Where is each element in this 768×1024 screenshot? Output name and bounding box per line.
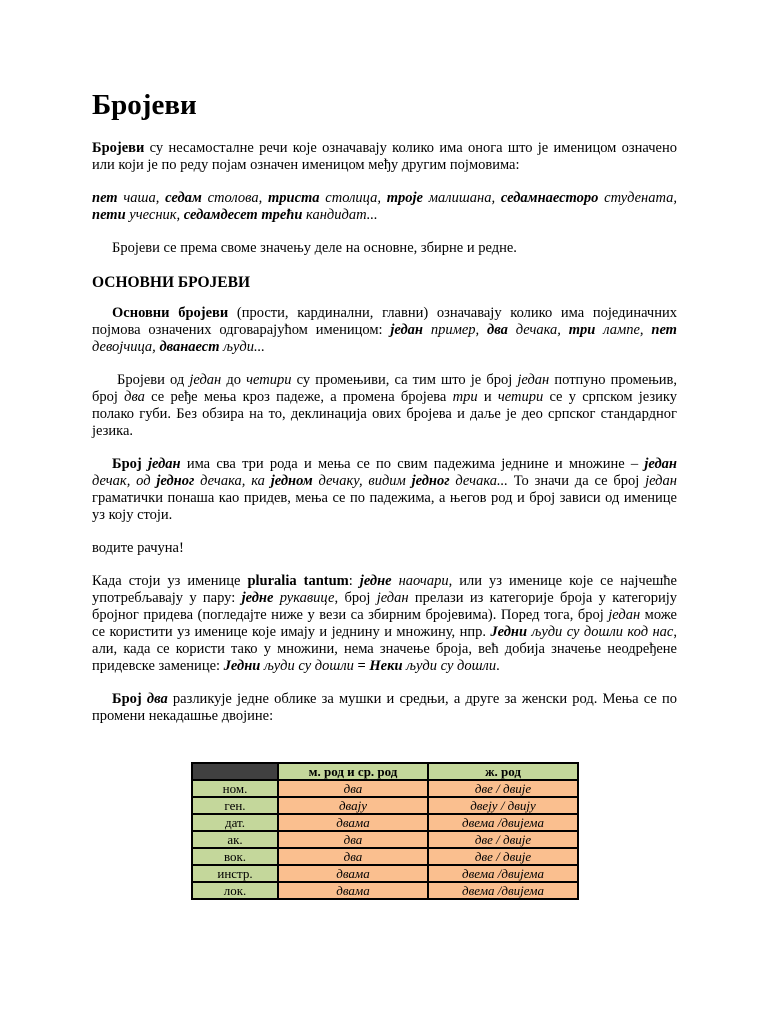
basic-paragraph	[92, 305, 677, 356]
example-text: девојчица,	[92, 339, 160, 355]
text-run: , број	[334, 590, 377, 606]
text-run: дечаку, видим	[312, 473, 412, 489]
division-paragraph: Бројеви се према своме значењу деле на основне, збирне и редне.	[112, 240, 517, 256]
table-row	[192, 780, 578, 797]
masc-form-cell: двама	[278, 865, 428, 882]
masc-form-cell: двама	[278, 814, 428, 831]
masc-form-cell: двама	[278, 882, 428, 899]
pluralia-paragraph	[92, 573, 677, 675]
example-bold: два	[487, 322, 508, 338]
text-run: , али, када се користи тако у множини, нема значење броја, већ добија значење неодређене придевске заменице:	[92, 624, 677, 674]
case-cell: лок.	[192, 882, 278, 899]
text-run: pluralia tantum	[247, 573, 349, 589]
examples-paragraph	[92, 190, 677, 224]
example-bold: седамнаесторо	[500, 190, 599, 206]
example-text: малишана,	[423, 190, 501, 206]
example-bold: седам	[165, 190, 202, 206]
example-text: лампе,	[595, 322, 652, 338]
case-cell: дат.	[192, 814, 278, 831]
case-cell: ген.	[192, 797, 278, 814]
basic-text: (прости, кардинални, главни) означавају колико има појединачних појмова означених одговарајућом именицом:	[92, 305, 677, 338]
masc-form-cell: два	[278, 848, 428, 865]
text-run: један	[189, 372, 222, 388]
example-bold: пети	[92, 207, 126, 223]
text-run: може се користити уз именице које имају и једнину и множину, нпр.	[92, 607, 677, 640]
fem-form-cell: двема /двијема	[428, 865, 578, 882]
text-run: :	[348, 573, 360, 589]
case-cell: вок.	[192, 848, 278, 865]
fem-form-cell: две / двије	[428, 831, 578, 848]
masc-form-cell: двају	[278, 797, 428, 814]
text-run: једном	[270, 473, 313, 489]
text-run: једне	[359, 573, 392, 589]
text-run: се у српском језику полако губи. Без обзира на то, деклинација ових бројева и даље је део српског стандардног језика.	[92, 389, 678, 439]
fem-form-cell: две / двије	[428, 848, 578, 865]
text-run: један	[644, 456, 677, 472]
fem-form-cell: двема /двијема	[428, 882, 578, 899]
text-run: људи су дошли код нас	[527, 624, 674, 640]
text-run: прелази из категорије броја у категорију бројног придева (погледајте ниже у вези са збирним бројевима). Поред тога, број	[92, 590, 678, 623]
text-run: једног	[156, 473, 195, 489]
text-run: људи су дошли	[260, 658, 354, 674]
text-run: једног	[411, 473, 450, 489]
change-paragraph	[92, 372, 677, 440]
text-run: три	[452, 389, 478, 405]
text-run: Када стоји уз именице	[92, 573, 248, 589]
example-text: људи...	[219, 339, 265, 355]
note-paragraph: водите рачуна!	[92, 540, 184, 556]
masc-form-cell: два	[278, 780, 428, 797]
example-text: студената,	[598, 190, 678, 206]
table-row	[192, 797, 578, 814]
text-run: један	[608, 607, 641, 623]
text-run: разликује једне облике за мушки и средњи, а друге за женски род. Мења се по промени некадашње двојине:	[92, 691, 677, 724]
page-title: Бројеви	[92, 89, 197, 121]
text-run: су промењиви, са тим што је број	[291, 372, 518, 388]
text-run: рукавице	[273, 590, 335, 606]
table-row	[192, 882, 578, 899]
basic-term: Основни бројеви	[112, 305, 229, 321]
example-text: чаша,	[117, 190, 166, 206]
document-page	[92, 88, 677, 741]
section-heading: ОСНОВНИ БРОЈЕВИ	[92, 274, 251, 291]
jedan-paragraph	[92, 456, 677, 524]
case-cell: инстр.	[192, 865, 278, 882]
example-bold: три	[568, 322, 596, 338]
fem-form-cell: двеју / двију	[428, 797, 578, 814]
text-run: Број	[112, 691, 147, 707]
example-bold: троје	[386, 190, 423, 206]
fem-form-cell: двема /двијема	[428, 814, 578, 831]
example-text: дечака,	[507, 322, 569, 338]
text-run: дечак, од	[92, 473, 157, 489]
text-run: се ређе мења кроз падеже, а промена бројева	[144, 389, 453, 405]
text-run: Неки	[369, 658, 403, 674]
text-run: два	[146, 691, 168, 707]
text-run: један	[376, 590, 409, 606]
text-run: =	[353, 658, 370, 674]
text-run: , или уз именице које се најчешће употребљавају у пару:	[92, 573, 677, 606]
text-run: Бројеви од	[117, 372, 190, 388]
example-text: столица,	[319, 190, 387, 206]
text-run: дечака, ка	[194, 473, 271, 489]
text-run: људи су дошли	[402, 658, 497, 674]
example-bold: седамдесет трећи	[183, 207, 303, 223]
text-run: до	[221, 372, 247, 388]
example-bold: триста	[267, 190, 320, 206]
fem-form-cell: две / двије	[428, 780, 578, 797]
table-header-cell	[192, 763, 278, 780]
text-run: Број	[112, 456, 148, 472]
text-run: наочари	[391, 573, 449, 589]
text-run: дечака...	[449, 473, 508, 489]
example-bold: један	[390, 322, 423, 338]
text-run: Једни	[223, 658, 261, 674]
table-row	[192, 865, 578, 882]
table-header-cell: ж. род	[428, 763, 578, 780]
text-run: Једни	[490, 624, 528, 640]
text-run: потпуно промењив, број	[92, 372, 677, 405]
dva-paragraph	[92, 691, 677, 725]
text-run: четири	[497, 389, 544, 405]
example-bold: дванаест	[159, 339, 220, 355]
table-header-cell: м. род и ср. род	[278, 763, 428, 780]
text-run: има сва три рода и мења се по свим падежима једнине и множине –	[180, 456, 645, 472]
declension-table	[191, 762, 579, 900]
masc-form-cell: два	[278, 831, 428, 848]
text-run: То значи да се број	[507, 473, 646, 489]
example-text: пример,	[423, 322, 488, 338]
text-run: и	[477, 389, 498, 405]
table-row	[192, 831, 578, 848]
table-row	[192, 848, 578, 865]
example-text: столова,	[201, 190, 268, 206]
text-run: једне	[241, 590, 274, 606]
intro-text: су несамосталне речи које означавају колико има онога што је именицом означено или који је по реду појам означен именицом међу другим појмовима:	[92, 140, 677, 173]
text-run: један	[645, 473, 677, 489]
example-text: учесник,	[125, 207, 184, 223]
example-text: кандидат...	[302, 207, 378, 223]
intro-paragraph	[92, 140, 677, 174]
example-bold: пет	[651, 322, 677, 338]
text-run: два	[124, 389, 145, 405]
text-run: .	[496, 658, 500, 674]
text-run: граматички понаша као придев, мења се по падежима, а његов род и број зависи од именице уз коју стоји.	[92, 490, 677, 523]
case-cell: ак.	[192, 831, 278, 848]
case-cell: ном.	[192, 780, 278, 797]
text-run: један	[147, 456, 181, 472]
text-run: један	[517, 372, 550, 388]
intro-term: Бројеви	[92, 140, 145, 156]
table-row	[192, 814, 578, 831]
table-header-row	[192, 763, 578, 780]
example-bold: пет	[92, 190, 118, 206]
text-run: четири	[246, 372, 292, 388]
